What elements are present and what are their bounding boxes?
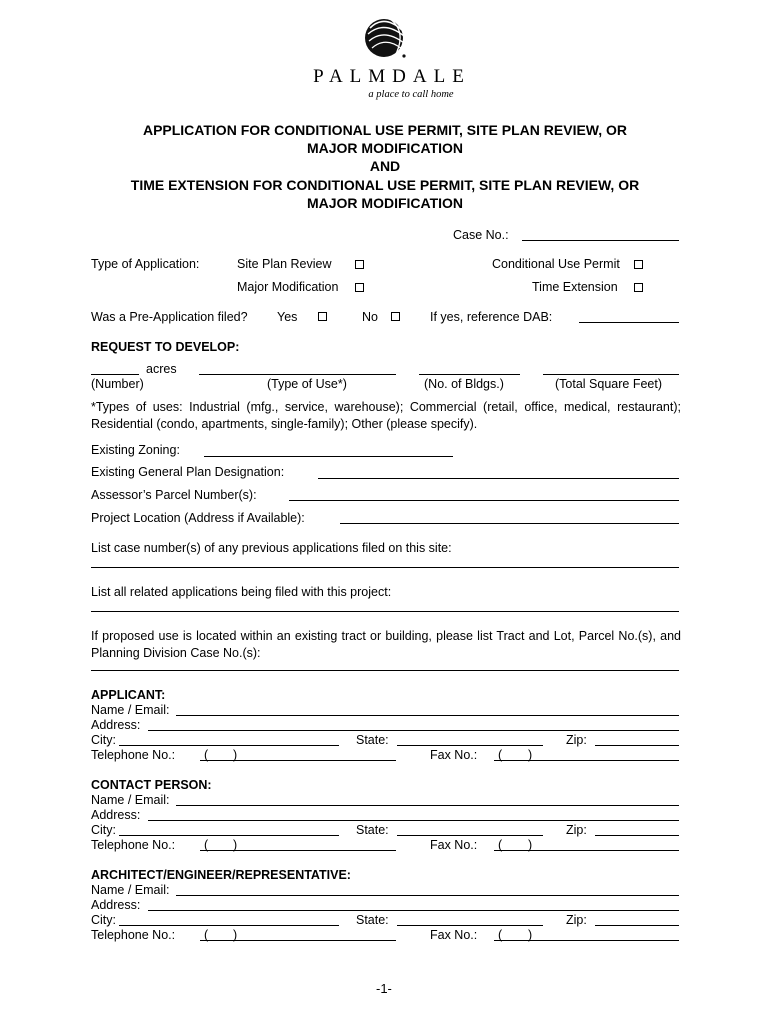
architect-name-email-label: Name / Email: xyxy=(91,883,170,897)
form-title-line1: APPLICATION FOR CONDITIONAL USE PERMIT, SITE PLAN REVIEW, OR xyxy=(142,122,628,138)
contact-telephone-label: Telephone No.: xyxy=(91,838,176,852)
architect-city-field[interactable] xyxy=(119,925,339,926)
type-of-use-caption: (Type of Use*) xyxy=(267,377,347,391)
contact-city-label: City: xyxy=(91,823,116,837)
general-plan-field[interactable] xyxy=(318,478,679,479)
no-of-bldgs-caption: (No. of Bldgs.) xyxy=(424,377,504,391)
form-title-line2: MAJOR MODIFICATION xyxy=(306,140,464,156)
major-modification-checkbox[interactable] xyxy=(355,283,364,292)
applicant-heading: APPLICANT: xyxy=(91,688,166,702)
general-plan-label: Existing General Plan Designation: xyxy=(91,465,285,479)
project-location-field[interactable] xyxy=(340,523,679,524)
conditional-use-permit-label: Conditional Use Permit xyxy=(492,257,620,271)
pre-application-no-label: No xyxy=(362,310,378,324)
previous-cases-field[interactable] xyxy=(91,567,679,568)
total-square-feet-caption: (Total Square Feet) xyxy=(555,377,662,391)
existing-zoning-field[interactable] xyxy=(204,456,453,457)
architect-zip-field[interactable] xyxy=(595,925,679,926)
pre-application-yes-checkbox[interactable] xyxy=(318,312,327,321)
contact-address-label: Address: xyxy=(91,808,141,822)
request-to-develop-heading: REQUEST TO DEVELOP: xyxy=(91,340,240,354)
applicant-telephone-label: Telephone No.: xyxy=(91,748,176,762)
architect-zip-label: Zip: xyxy=(566,913,587,927)
case-no-label: Case No.: xyxy=(453,228,509,242)
acres-number-field[interactable] xyxy=(91,374,139,375)
architect-telephone-close-paren: ) xyxy=(233,928,238,942)
applicant-fax-open-paren: ( xyxy=(498,748,503,762)
contact-address-field[interactable] xyxy=(148,820,679,821)
applicant-city-field[interactable] xyxy=(119,745,339,746)
no-of-bldgs-field[interactable] xyxy=(419,374,520,375)
dab-reference-label: If yes, reference DAB: xyxy=(430,310,553,324)
architect-fax-label: Fax No.: xyxy=(430,928,478,942)
number-caption: (Number) xyxy=(91,377,144,391)
contact-name-email-label: Name / Email: xyxy=(91,793,170,807)
pre-application-no-checkbox[interactable] xyxy=(391,312,400,321)
parcel-number-label: Assessor’s Parcel Number(s): xyxy=(91,488,257,502)
contact-fax-close-paren: ) xyxy=(528,838,533,852)
type-of-application-label: Type of Application: xyxy=(91,257,200,271)
parcel-number-field[interactable] xyxy=(289,500,679,501)
project-location-label: Project Location (Address if Available): xyxy=(91,511,305,525)
previous-cases-label: List case number(s) of any previous applications filed on this site: xyxy=(91,541,452,555)
architect-heading: ARCHITECT/ENGINEER/REPRESENTATIVE: xyxy=(91,868,351,882)
applicant-zip-field[interactable] xyxy=(595,745,679,746)
applicant-telephone-open-paren: ( xyxy=(204,748,209,762)
architect-fax-open-paren: ( xyxy=(498,928,503,942)
page-number: -1- xyxy=(376,981,392,996)
applicant-fax-close-paren: ) xyxy=(528,748,533,762)
applicant-telephone-close-paren: ) xyxy=(233,748,238,762)
contact-zip-label: Zip: xyxy=(566,823,587,837)
existing-zoning-label: Existing Zoning: xyxy=(91,443,180,457)
contact-state-field[interactable] xyxy=(397,835,543,836)
form-title-line5: MAJOR MODIFICATION xyxy=(306,195,464,211)
time-extension-label: Time Extension xyxy=(532,280,618,294)
architect-fax-close-paren: ) xyxy=(528,928,533,942)
form-title-line3: AND xyxy=(369,158,401,174)
applicant-name-email-field[interactable] xyxy=(176,715,679,716)
acres-label: acres xyxy=(146,362,177,376)
tract-info-label: If proposed use is located within an existing tract or building, please list Tract and Lot, Parcel No.(s), and Planning Division Case No.(s): xyxy=(91,629,681,660)
site-plan-review-checkbox[interactable] xyxy=(355,260,364,269)
architect-name-email-field[interactable] xyxy=(176,895,679,896)
case-no-field[interactable] xyxy=(522,240,679,241)
applicant-name-email-label: Name / Email: xyxy=(91,703,170,717)
applicant-fax-label: Fax No.: xyxy=(430,748,478,762)
applicant-city-label: City: xyxy=(91,733,116,747)
tract-info-field[interactable] xyxy=(91,670,679,671)
type-of-use-field[interactable] xyxy=(199,374,396,375)
architect-state-field[interactable] xyxy=(397,925,543,926)
applicant-state-label: State: xyxy=(356,733,389,747)
applicant-address-label: Address: xyxy=(91,718,141,732)
architect-address-label: Address: xyxy=(91,898,141,912)
architect-telephone-label: Telephone No.: xyxy=(91,928,176,942)
logo-tagline: a place to call home xyxy=(368,89,454,100)
applicant-state-field[interactable] xyxy=(397,745,543,746)
contact-fax-label: Fax No.: xyxy=(430,838,478,852)
architect-telephone-open-paren: ( xyxy=(204,928,209,942)
contact-fax-open-paren: ( xyxy=(498,838,503,852)
applicant-zip-label: Zip: xyxy=(566,733,587,747)
form-title-line4: TIME EXTENSION FOR CONDITIONAL USE PERMIT, SITE PLAN REVIEW, OR xyxy=(130,177,640,193)
contact-telephone-field[interactable] xyxy=(200,850,396,851)
pre-application-label: Was a Pre-Application filed? xyxy=(91,310,248,324)
palmdale-logo xyxy=(364,16,408,62)
architect-address-field[interactable] xyxy=(148,910,679,911)
contact-city-field[interactable] xyxy=(119,835,339,836)
logo-name: PALMDALE xyxy=(313,66,471,87)
contact-name-email-field[interactable] xyxy=(176,805,679,806)
architect-state-label: State: xyxy=(356,913,389,927)
applicant-telephone-field[interactable] xyxy=(200,760,396,761)
contact-person-heading: CONTACT PERSON: xyxy=(91,778,212,792)
contact-fax-field[interactable] xyxy=(494,850,679,851)
contact-zip-field[interactable] xyxy=(595,835,679,836)
palmdale-logo-mark xyxy=(364,16,408,62)
applicant-fax-field[interactable] xyxy=(494,760,679,761)
architect-city-label: City: xyxy=(91,913,116,927)
conditional-use-permit-checkbox[interactable] xyxy=(634,260,643,269)
related-apps-label: List all related applications being filed with this project: xyxy=(91,585,392,599)
major-modification-label: Major Modification xyxy=(237,280,339,294)
related-apps-field[interactable] xyxy=(91,611,679,612)
architect-telephone-field[interactable] xyxy=(200,940,396,941)
contact-telephone-open-paren: ( xyxy=(204,838,209,852)
architect-fax-field[interactable] xyxy=(494,940,679,941)
applicant-address-field[interactable] xyxy=(148,730,679,731)
contact-telephone-close-paren: ) xyxy=(233,838,238,852)
total-square-feet-field[interactable] xyxy=(543,374,679,375)
site-plan-review-label: Site Plan Review xyxy=(237,257,332,271)
types-of-uses-note: *Types of uses: Industrial (mfg., service, warehouse); Commercial (retail, office, medical, restaurant); Residential (condo, apartments, single-family); Other (please specify). xyxy=(91,400,681,431)
dab-reference-field[interactable] xyxy=(579,322,679,323)
contact-state-label: State: xyxy=(356,823,389,837)
time-extension-checkbox[interactable] xyxy=(634,283,643,292)
pre-application-yes-label: Yes xyxy=(277,310,298,324)
